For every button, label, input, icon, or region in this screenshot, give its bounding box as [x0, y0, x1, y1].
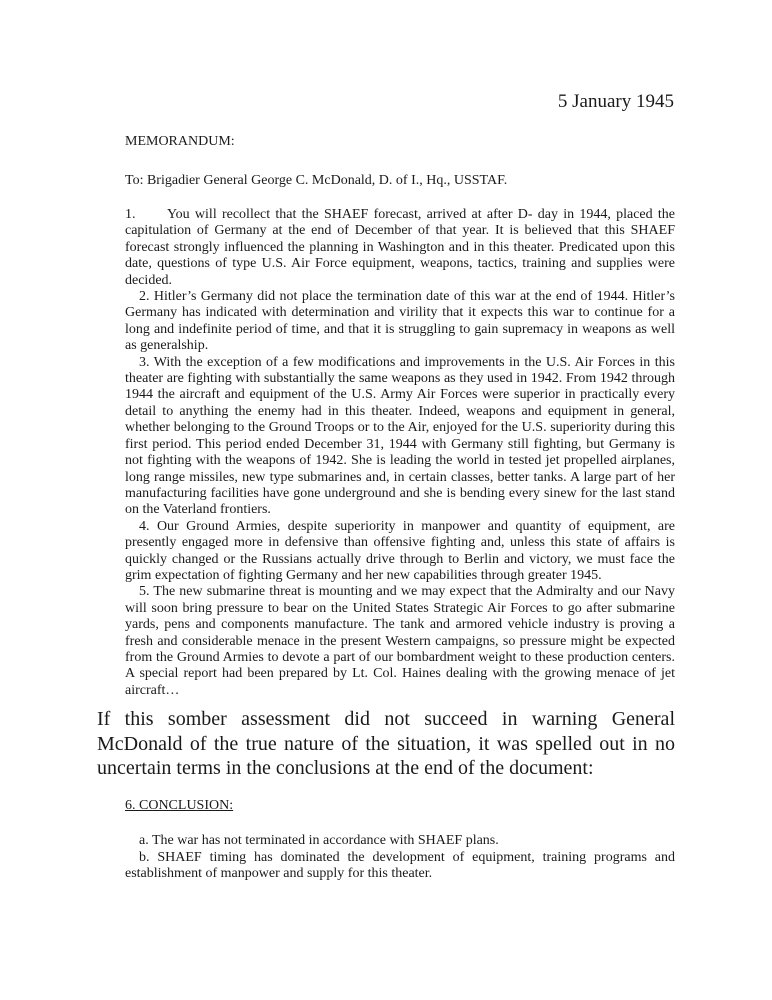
conclusion-list: [125, 833, 675, 883]
conclusion-item-b: b. SHAEF timing has dominated the development of equipment, training programs and establishment of manpower and supply for this theater.: [125, 849, 675, 881]
memo-paragraph-2: 2. Hitler’s Germany did not place the termination date of this war at the end of 1944. Hitler’s Germany has indicated with determination and virility that it expects this war to continue for a long and indefinite period of time, and that it is struggling to gain supremacy in weapons as well as generalship.: [125, 289, 675, 354]
memo-recipient: To: Brigadier General George C. McDonald, D. of I., Hq., USSTAF.: [125, 173, 508, 188]
memo-heading: MEMORANDUM:: [125, 134, 235, 149]
memo-date: 5 January 1945: [557, 91, 674, 112]
conclusion-item-a: a. The war has not terminated in accordance with SHAEF plans.: [139, 833, 499, 848]
conclusion-heading: 6. CONCLUSION:: [125, 798, 234, 813]
memo-paragraph-5: 5. The new submarine threat is mounting and we may expect that the Admiralty and our Navy will soon bring pressure to bear on the United States Strategic Air Forces to go after submarine yards, pens and components manufacture. The tank and armored vehicle industry is proving a fresh and considerable menace in the present Western campaigns, so pressure might be expected from the Ground Armies to devote a part of our bombardment weight to these production centers. A special report had been prepared by Lt. Col. Haines dealing with the growing menace of jet aircraft…: [125, 584, 675, 698]
memo-paragraph-1: 1. You will recollect that the SHAEF forecast, arrived at after D- day in 1944, placed the capitulation of Germany at the end of December of that year. It is believed that this SHAEF forecast strongly influenced the planning in Washington and in this theater. Predicated upon this date, questions of type U.S. Air Force equipment, weapons, tactics, training and supplies were decided.: [125, 207, 675, 288]
memo-paragraph-4: 4. Our Ground Armies, despite superiority in manpower and quantity of equipment, are presently engaged more in defensive than offensive fighting and, unless this state of affairs is quickly changed or the Russians actually drive through to Berlin and victory, we must face the grim expectation of fighting Germany and her new capabilities through greater 1945.: [125, 518, 675, 583]
commentary-paragraph: If this somber assessment did not succeed in warning General McDonald of the true nature of the situation, it was spelled out in no uncertain terms in the conclusions at the end of the document:: [97, 708, 675, 779]
memo-paragraph-3: 3. With the exception of a few modifications and improvements in the U.S. Air Forces in this theater are fighting with substantially the same weapons as they used in 1942. From 1942 through 1944 the aircraft and equipment of the U.S. Army Air Forces were superior in practically every detail to anything the enemy had in this theater. Indeed, weapons and equipment in general, whether belonging to the Ground Troops or to the Air, enjoyed for the U.S. superiority during this first period. This period ended December 31, 1944 with Germany still fighting, but Germany is not fighting with the weapons of 1942. She is leading the world in tested jet propelled airplanes, long range missiles, new type submarines and, in certain classes, better tanks. A large part of her manufacturing facilities have gone underground and she is bending every sinew for the last stand on the Vaterland frontiers.: [125, 354, 675, 518]
memo-body: [125, 207, 675, 699]
